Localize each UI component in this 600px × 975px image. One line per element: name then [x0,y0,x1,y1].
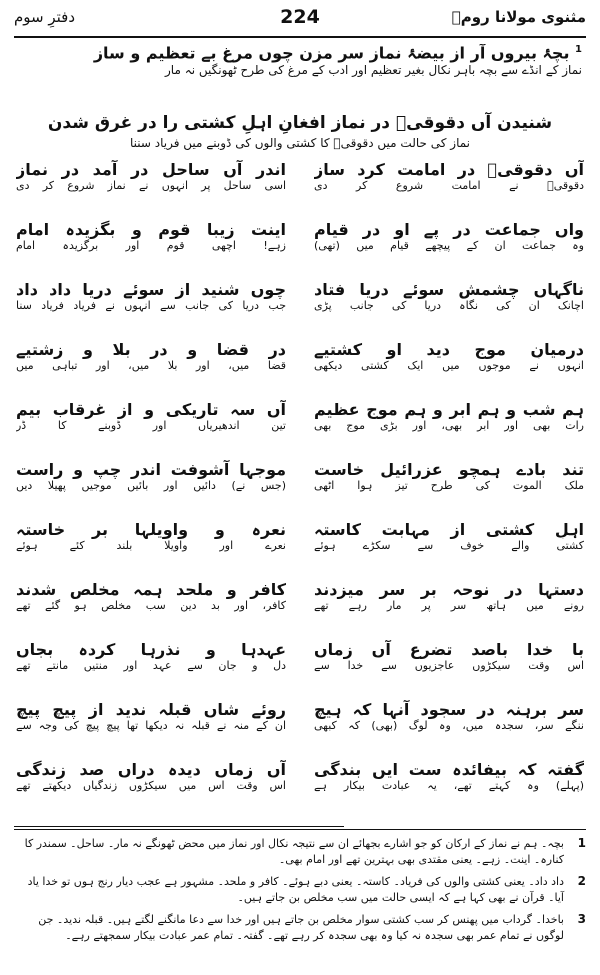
second-hemistich [16,700,286,733]
verse-translation: وہ جماعت ان کے پیچھے قیام میں (تھی) [314,239,584,252]
intro-translation: نماز کے انڈے سے بچہ باہر نکال بغیر تعظیم اور ادب کے مرغ کی طرح ٹھونگیں نہ مار [165,62,582,77]
first-hemistich [314,340,584,373]
verse-text: دستہا در نوحہ بر سر میزدند [314,580,584,599]
verse-translation: رات بھی اور ابر بھی، اور بڑی موج بھی [314,419,584,432]
second-hemistich [16,460,286,493]
first-hemistich [314,460,584,493]
verse-translation: تین اندھیریاں اور ڈوبنے کا ڈر [16,419,286,432]
verse-translation: ننگے سر، سجدہ میں، وہ لوگ (بھی) کہ کبھی [314,719,584,732]
verse-text: آں زماں دیدہ دراں صد زندگی [16,760,286,779]
verse-text: اہلِ کشتی از مہابت کاستہ [314,520,584,539]
second-hemistich [16,640,286,673]
verse-translation: جب دریا کی جانب سے انہوں نے فریاد فریاد سنا [16,299,286,312]
first-hemistich [314,220,584,253]
verse-text: ناگہاں چشمش سوئے دریا فتاد [314,280,584,299]
section-heading: شنیدن آں دقوقیؒ در نماز افغانِ اہلِ کشتی را در غرق شدن [47,113,553,133]
verse-text: اندر آں ساحل در آمد در نماز [16,160,286,179]
verse-text: آں سہ تاریکی و از غرقاب بیم [16,400,286,419]
section-subheading: نماز کی حالت میں دقوقیؒ کا کشتی والوں کی ڈوبنے میں فریاد سننا [129,136,471,150]
verse-translation: انہوں نے موجوں میں ایک کشتی دیکھی [314,359,584,372]
verse-translation: اچانک ان کی نگاہ دریا کی جانب پڑی [314,299,584,312]
page-header [14,6,586,34]
verse-text: ہم شب و ہم ابر و ہم موج عظیم [314,400,584,419]
verse-row [16,460,584,495]
intro-footnote-marker: 1 [575,44,582,55]
verse-translation: قضا میں، اور بلا میں، اور تباہی میں [16,359,286,372]
verse-row [16,160,584,195]
page-number: 224 [280,6,320,28]
verse-translation: اس وقت اس میں سیکڑوں زندگیاں دیکھتے تھے [16,779,286,792]
verse-translation: (جس نے) دائیں اور بائیں موجیں پھیلا دیں [16,479,286,492]
verse-text: کافر و ملحد ہمہ مخلص شدند [16,580,286,599]
first-hemistich [314,580,584,613]
verse-text: چوں شنید از سوئے دریا داد داد [16,280,286,299]
verse-translation: زہے! اچھی قوم اور برگزیدہ امام [16,239,286,252]
verse-translation: دقوقیؒ نے امامت شروع کر دی [314,179,584,192]
first-hemistich [314,760,584,793]
first-hemistich [314,520,584,553]
first-hemistich [314,160,584,193]
footnote-rule [14,826,344,827]
verse-translation: (پہلے) وہ کہتے تھے، یہ عبادت بیکار ہے [314,779,584,792]
second-hemistich [16,280,286,313]
verse-translation: اس وقت سیکڑوں عاجزیوں سے خدا سے [314,659,584,672]
verse-text: نعرہ و واویلہا بر خاستہ [16,520,286,539]
verse-text: واں جماعت در پے او در قیام [314,220,584,239]
verse-list [16,160,584,820]
verse-row [16,340,584,375]
verse-text: عہدہا و نذرہا کردہ بجاں [16,640,286,659]
footnote-item [14,912,586,944]
first-hemistich [314,280,584,313]
verse-text: گفتہ کہ بیفائدہ ست ایں بندگی [314,760,584,779]
verse-text: در قضا و در بلا و زشتیے [16,340,286,359]
second-hemistich [16,520,286,553]
verse-text: سر برہنہ در سجود آنہا کہ ہیچ [314,700,584,719]
footnote-rule-full [14,829,586,830]
footnote-text: بچہ۔ ہم نے نماز کے ارکان کو جو اشارے بجھائے ان سے نتیجہ نکال اور نماز میں محض ٹھونگے نہ مار۔ ساحل۔ سمندر کا کنارہ۔ اینت۔ زہے۔ یعنی مقتدی بھی بہترین تھے اور امام بھی۔ [24,837,564,866]
verse-text: روئے شاں قبلہ ندید از پیچ پیچ [16,700,286,719]
verse-text: با خدا باصد تضرع آں زماں [314,640,584,659]
verse-row [16,280,584,315]
verse-translation: ان کے منہ نے قبلہ نہ دیکھا تھا پیچ پیچ کی وجہ سے [16,719,286,732]
second-hemistich [16,160,286,193]
second-hemistich [16,220,286,253]
second-hemistich [16,760,286,793]
verse-text: موجہا آشوفت اندر چپ و راست [16,460,286,479]
second-hemistich [16,340,286,373]
first-hemistich [314,400,584,433]
verse-text: درمیانِ موج دید او کشتیے [314,340,584,359]
verse-row [16,640,584,675]
first-hemistich [314,700,584,733]
verse-row [16,520,584,555]
footnotes [14,836,586,950]
verse-translation: اسی ساحل پر انہوں نے نماز شروع کر دی [16,179,286,192]
verse-translation: دل و جان سے عہد اور منتیں مانتے تھے [16,659,286,672]
verse-row [16,760,584,795]
first-hemistich [314,640,584,673]
verse-translation: نعرے اور واویلا بلند کئے ہوئے [16,539,286,552]
verse-text: آں دقوقیؒ در امامت کرد ساز [314,160,584,179]
book-title: مثنوی مولانا رومؒ [451,8,586,26]
footnote-item [14,874,586,906]
footnote-text: باخدا۔ گرداب میں پھنس کر سب کشتی سوار مخلص بن جاتے ہیں اور خدا سے دعا مانگنے لگتے ہیں۔ قبلہ ندید۔ جن لوگوں نے تمام عمر بھی سجدہ نہ کیا وہ بھی سجدہ کر رہے تھے۔ گفتہ۔ تمام عمر عبادت بیکار سمجھتے رہے۔ [38,913,564,942]
verse-translation: کافر، اور بد دین سب مخلص ہو گئے تھے [16,599,286,612]
verse-translation: رونے میں ہاتھ سر پر مار رہے تھے [314,599,584,612]
footnote-number: 3 [577,912,586,926]
verse-row [16,700,584,735]
verse-text: اینت زیبا قوم و بگزیدہ امام [16,220,286,239]
intro-couplet [18,44,582,77]
section-name: دفترِ سوم [14,8,76,26]
footnote-text: داد داد۔ یعنی کشتی والوں کی فریاد۔ کاستہ۔ یعنی دبے ہوئے۔ کافر و ملحد۔ مشہور ہے عجب دیار رنج ہوں تو خدا یاد آیا۔ قرآن نے بھی کہا ہے کہ ایسی حالت میں سب مخلص بن جاتے ہیں۔ [27,875,564,904]
second-hemistich [16,580,286,613]
header-rule [14,36,586,38]
verse-translation: ملک الموت کی طرح تیز ہوا اٹھی [314,479,584,492]
intro-verse-text: بچۂ بیروں آر از بیضۂ نماز سر مزن چوں مرغ بے تعظیم و ساز [93,44,570,63]
verse-row [16,580,584,615]
verse-row [16,220,584,255]
footnote-item [14,836,586,868]
verse-translation: کشتی والے خوف سے سکڑے ہوئے [314,539,584,552]
footnote-number: 2 [577,874,586,888]
footnote-number: 1 [577,836,586,850]
verse-row [16,400,584,435]
intro-verse [18,44,582,63]
verse-text: تند بادے ہمچو عزرائیل خاست [314,460,584,479]
second-hemistich [16,400,286,433]
